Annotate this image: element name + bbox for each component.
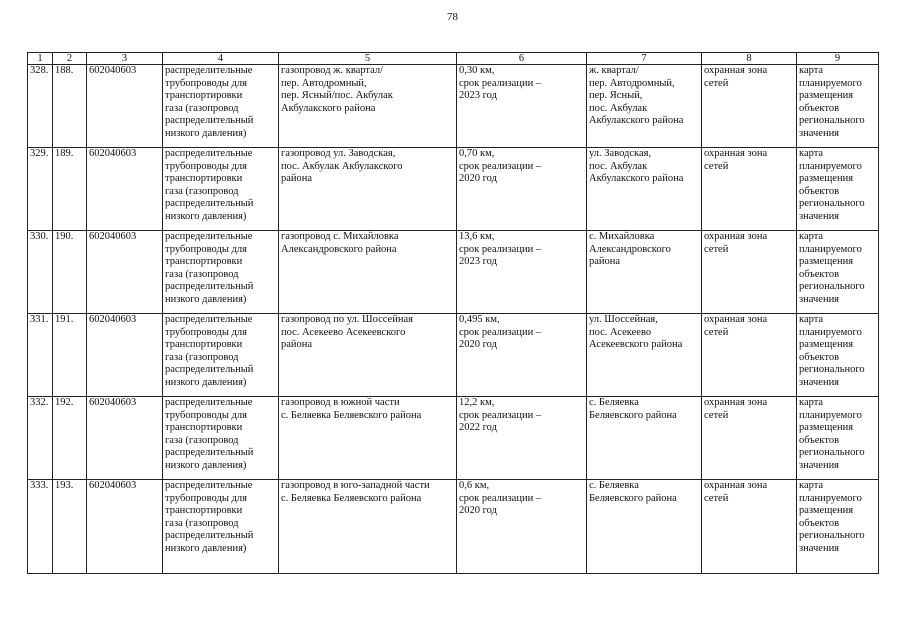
location-cell: ул. Шоссейная, пос. Асекеево Асекеевского района bbox=[587, 314, 702, 397]
map-cell: карта планируемого размещения объектов регионального значения bbox=[797, 148, 879, 231]
map-cell: карта планируемого размещения объектов регионального значения bbox=[797, 397, 879, 480]
sub-number-cell: 190. bbox=[53, 231, 87, 314]
column-header: 1 bbox=[28, 53, 53, 65]
table-row bbox=[28, 397, 879, 480]
column-header: 7 bbox=[587, 53, 702, 65]
column-header: 2 bbox=[53, 53, 87, 65]
object-name-cell: газопровод в южной части с. Беляевка Беляевского района bbox=[279, 397, 457, 480]
zone-cell: охранная зона сетей bbox=[702, 231, 797, 314]
zone-cell: охранная зона сетей bbox=[702, 480, 797, 574]
object-type-cell: распределительные трубопроводы для транспортировки газа (газопровод распределительный низкого давления) bbox=[163, 397, 279, 480]
row-number-cell: 331. bbox=[28, 314, 53, 397]
column-header: 9 bbox=[797, 53, 879, 65]
zone-cell: охранная зона сетей bbox=[702, 314, 797, 397]
page-number: 78 bbox=[447, 11, 458, 23]
column-header: 6 bbox=[457, 53, 587, 65]
zone-cell: охранная зона сетей bbox=[702, 397, 797, 480]
sub-number-cell: 188. bbox=[53, 65, 87, 148]
object-name-cell: газопровод по ул. Шоссейная пос. Асекеево Асекеевского района bbox=[279, 314, 457, 397]
table-row bbox=[28, 65, 879, 148]
location-cell: ж. квартал/ пер. Автодромный, пер. Ясный, пос. Акбулак Акбулакского района bbox=[587, 65, 702, 148]
object-type-cell: распределительные трубопроводы для транспортировки газа (газопровод распределительный низкого давления) bbox=[163, 65, 279, 148]
location-cell: с. Беляевка Беляевского района bbox=[587, 397, 702, 480]
table-row bbox=[28, 480, 879, 574]
parameters-cell: 12,2 км, срок реализации – 2022 год bbox=[457, 397, 587, 480]
location-cell: с. Михайловка Александровского района bbox=[587, 231, 702, 314]
code-cell: 602040603 bbox=[87, 480, 163, 574]
object-name-cell: газопровод в юго-западной части с. Беляевка Беляевского района bbox=[279, 480, 457, 574]
parameters-cell: 0,495 км, срок реализации – 2020 год bbox=[457, 314, 587, 397]
table-row bbox=[28, 148, 879, 231]
table-row bbox=[28, 314, 879, 397]
map-cell: карта планируемого размещения объектов регионального значения bbox=[797, 65, 879, 148]
parameters-cell: 0,30 км, срок реализации – 2023 год bbox=[457, 65, 587, 148]
code-cell: 602040603 bbox=[87, 65, 163, 148]
code-cell: 602040603 bbox=[87, 231, 163, 314]
code-cell: 602040603 bbox=[87, 314, 163, 397]
sub-number-cell: 191. bbox=[53, 314, 87, 397]
code-cell: 602040603 bbox=[87, 397, 163, 480]
zone-cell: охранная зона сетей bbox=[702, 148, 797, 231]
table-header-row bbox=[28, 53, 879, 65]
object-name-cell: газопровод ул. Заводская, пос. Акбулак Акбулакского района bbox=[279, 148, 457, 231]
object-type-cell: распределительные трубопроводы для транспортировки газа (газопровод распределительный низкого давления) bbox=[163, 480, 279, 574]
column-header: 4 bbox=[163, 53, 279, 65]
column-header: 3 bbox=[87, 53, 163, 65]
sub-number-cell: 189. bbox=[53, 148, 87, 231]
row-number-cell: 332. bbox=[28, 397, 53, 480]
map-cell: карта планируемого размещения объектов регионального значения bbox=[797, 314, 879, 397]
object-type-cell: распределительные трубопроводы для транспортировки газа (газопровод распределительный низкого давления) bbox=[163, 314, 279, 397]
zone-cell: охранная зона сетей bbox=[702, 65, 797, 148]
row-number-cell: 333. bbox=[28, 480, 53, 574]
parameters-cell: 0,6 км, срок реализации – 2020 год bbox=[457, 480, 587, 574]
location-cell: ул. Заводская, пос. Акбулак Акбулакского района bbox=[587, 148, 702, 231]
sub-number-cell: 192. bbox=[53, 397, 87, 480]
objects-table bbox=[27, 52, 879, 574]
location-cell: с. Беляевка Беляевского района bbox=[587, 480, 702, 574]
row-number-cell: 328. bbox=[28, 65, 53, 148]
object-type-cell: распределительные трубопроводы для транспортировки газа (газопровод распределительный низкого давления) bbox=[163, 148, 279, 231]
parameters-cell: 13,6 км, срок реализации – 2023 год bbox=[457, 231, 587, 314]
object-name-cell: газопровод с. Михайловка Александровского района bbox=[279, 231, 457, 314]
sub-number-cell: 193. bbox=[53, 480, 87, 574]
map-cell: карта планируемого размещения объектов регионального значения bbox=[797, 480, 879, 574]
row-number-cell: 330. bbox=[28, 231, 53, 314]
map-cell: карта планируемого размещения объектов регионального значения bbox=[797, 231, 879, 314]
object-name-cell: газопровод ж. квартал/ пер. Автодромный, пер. Ясный/пос. Акбулак Акбулакского района bbox=[279, 65, 457, 148]
row-number-cell: 329. bbox=[28, 148, 53, 231]
parameters-cell: 0,70 км, срок реализации – 2020 год bbox=[457, 148, 587, 231]
code-cell: 602040603 bbox=[87, 148, 163, 231]
table-row bbox=[28, 231, 879, 314]
column-header: 5 bbox=[279, 53, 457, 65]
object-type-cell: распределительные трубопроводы для транспортировки газа (газопровод распределительный низкого давления) bbox=[163, 231, 279, 314]
column-header: 8 bbox=[702, 53, 797, 65]
